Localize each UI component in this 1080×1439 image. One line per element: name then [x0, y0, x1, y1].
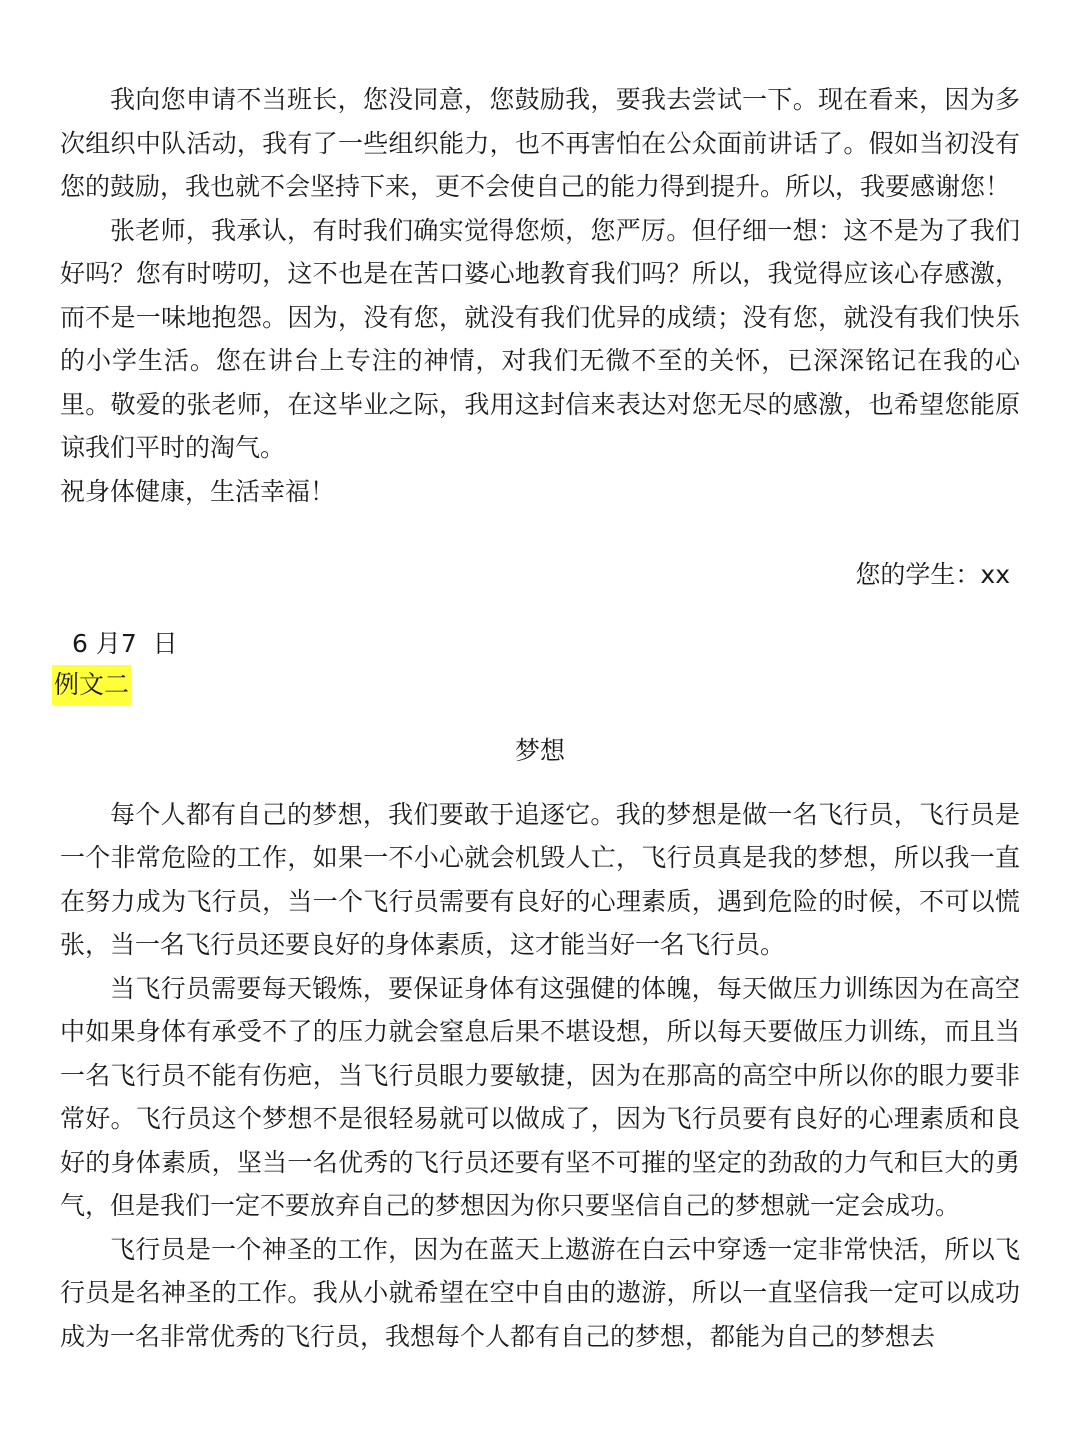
essay-paragraph-2: 当飞行员需要每天锻炼，要保证身体有这强健的体魄，每天做压力训练因为在高空中如果身体有承受不了的压力就会窒息后果不堪设想，所以每天要做压力训练，而且当一名飞行员不能有伤疤，当飞行员眼力要敏捷，因为在那高的高空中所以你的眼力要非常好。飞行员这个梦想不是很轻易就可以做成了，因为飞行员要有良好的心理素质和良好的身体素质，坚当一名优秀的飞行员还要有坚不可摧的坚定的劲敌的力气和巨大的勇气，但是我们一定不要放弃自己的梦想因为你只要坚信自己的梦想就一定会成功。: [60, 973, 1020, 1220]
letter-paragraph-1: 我向您申请不当班长，您没同意，您鼓励我，要我去尝试一下。现在看来，因为多次组织中队活动，我有了一些组织能力，也不再害怕在公众面前讲话了。假如当初没有您的鼓励，我也就不会坚持下来，更不会使自己的能力得到提升。所以，我要感谢您！: [60, 85, 1020, 201]
essay-paragraph-1: 每个人都有自己的梦想，我们要敢于追逐它。我的梦想是做一名飞行员，飞行员是一个非常危险的工作，如果一不小心就会机毁人亡，飞行员真是我的梦想，所以我一直在努力成为飞行员，当一个飞行员需要有良好的心理素质，遇到危险的时候，不可以慌张，当一名飞行员还要良好的身体素质，这才能当好一名飞行员。: [60, 799, 1020, 959]
letter-closing: 祝身体健康，生活幸福！: [60, 476, 336, 506]
letter-signature: 您的学生：xx: [855, 560, 1010, 589]
letter-date: 6 月7 日: [72, 628, 178, 658]
example-heading-row: [54, 665, 1020, 709]
letter-paragraph-2: 张老师，我承认，有时我们确实觉得您烦，您严厉。但仔细一想：这不是为了我们好吗？您有时唠叨，这不也是在苦口婆心地教育我们吗？所以，我觉得应该心存感激，而不是一味地抱怨。因为，没有您，就没有我们优异的成绩；没有您，就没有我们快乐的小学生活。您在讲台上专注的神情，对我们无微不至的关怀，已深深铭记在我的心里。敬爱的张老师，在这毕业之际，我用这封信来表达对您无尽的感激，也希望您能原谅我们平时的淘气。: [60, 215, 1020, 462]
essay-title: 梦想: [514, 736, 565, 765]
essay-paragraph-3: 飞行员是一个神圣的工作，因为在蓝天上遨游在白云中穿透一定非常快活，所以飞行员是名神圣的工作。我从小就希望在空中自由的遨游，所以一直坚信我一定可以成功成为一名非常优秀的飞行员，我想每个人都有自己的梦想，都能为自己的梦想去: [60, 1234, 1020, 1351]
example-heading: 例文二: [52, 665, 131, 705]
document-page: [54, 78, 1020, 1358]
